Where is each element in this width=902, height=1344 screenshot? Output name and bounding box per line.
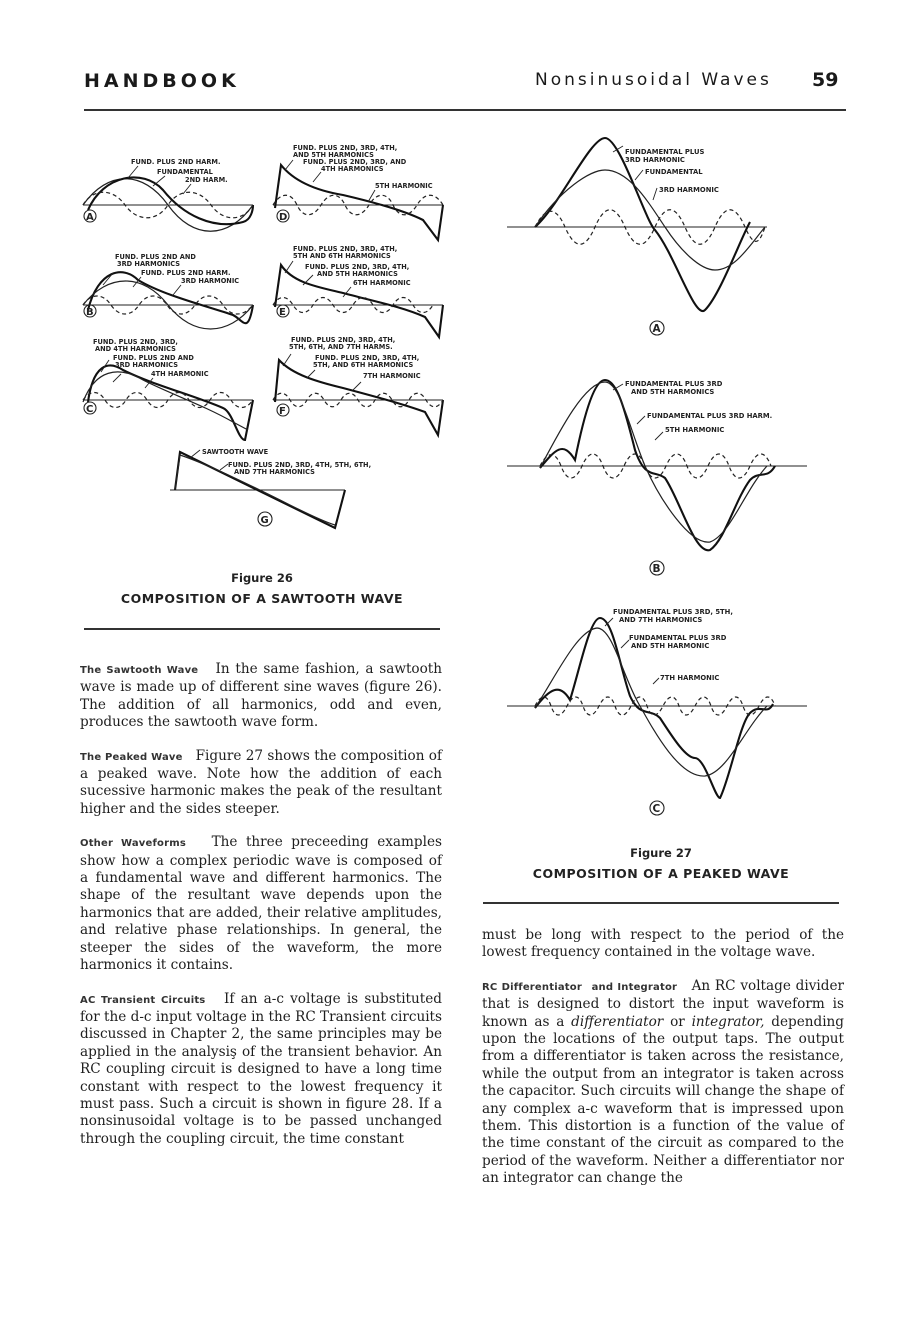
fig27-a-label-1: FUNDAMENTAL PLUS	[625, 148, 705, 156]
fig26-e-label-2: FUND. PLUS 2ND, 3RD, 4TH,	[305, 263, 410, 271]
figure-26-rule	[84, 628, 440, 630]
text-rc-pre: An RC voltage divider that is designed to distort the input waveform is known as a	[482, 977, 844, 1030]
paragraph-sawtooth	[80, 661, 442, 732]
fig26-b-label-3: 3RD HARMONIC	[181, 277, 240, 285]
term-integrator: integrator,	[691, 1013, 765, 1030]
paragraph-ac	[80, 991, 442, 1149]
fig26-e-label-1: FUND. PLUS 2ND, 3RD, 4TH,	[293, 245, 398, 253]
fig26-b-label-1: FUND. PLUS 2ND AND	[115, 253, 196, 261]
fig27-c-label-2: FUNDAMENTAL PLUS 3RD	[629, 634, 727, 642]
text-rc-post: depending upon the locations of the output taps. The output from a differentiator is taken across the resistance, while the output from an integrator is taken across the capacitor. Such circuits will change the shape of any complex a-c waveform that is impressed upon them. This distortion is a function of the value of the time constant of the circuit as compared to the period of the waveform. Neither a differentiator nor an integrator can change the	[482, 1013, 845, 1187]
paragraph-other	[80, 834, 442, 974]
fig26-d-label-2: FUND. PLUS 2ND, 3RD, AND	[303, 158, 407, 166]
fig26-panel-d	[273, 144, 443, 240]
fig27-c-letter: C	[652, 803, 661, 815]
paragraph-rc	[482, 978, 844, 1188]
fig26-c-label-1: FUND. PLUS 2ND, 3RD,	[93, 338, 178, 346]
fig26-panel-a	[83, 158, 253, 231]
fig26-g-label-1: SAWTOOTH WAVE	[202, 448, 269, 456]
fig26-d-letter: D	[279, 212, 288, 223]
figure-26-caption	[84, 571, 440, 606]
figure-27-rule	[483, 902, 839, 904]
side-heading-rc-1: RC Differentiator	[482, 981, 582, 993]
fig27-panel-a	[507, 138, 767, 335]
side-heading-other: Other Waveforms	[80, 838, 187, 850]
fig26-panel-f	[273, 336, 443, 435]
fig26-panel-g	[170, 448, 371, 528]
fig26-g-letter: G	[260, 515, 269, 526]
fig27-a-label-3: 3RD HARMONIC	[659, 186, 719, 194]
header-rule	[84, 109, 846, 111]
fig26-f-label-2: FUND. PLUS 2ND, 3RD, 4TH,	[315, 354, 420, 362]
figure-27-title: COMPOSITION OF A PEAKED WAVE	[532, 866, 790, 881]
paragraph-continuation: must be long with respect to the period of the lowest frequency contained in the voltage wave.	[482, 927, 844, 961]
term-differentiator: differentiator	[571, 1013, 664, 1030]
fig26-g-label-2: FUND. PLUS 2ND, 3RD, 4TH, 5TH, 6TH,	[228, 461, 372, 469]
fig27-b-label-1: FUNDAMENTAL PLUS 3RD	[625, 380, 723, 388]
fig26-f-label-3: 7TH HARMONIC	[363, 372, 421, 380]
right-column	[482, 927, 844, 1204]
fig27-panel-c	[507, 608, 807, 815]
fig27-panel-b	[507, 380, 807, 575]
fig27-a-label-1b: 3RD HARMONIC	[625, 156, 685, 164]
fig26-e-letter: E	[279, 307, 286, 318]
fig26-c-label-3: 4TH HARMONIC	[151, 370, 209, 378]
fig27-b-label-3: 5TH HARMONIC	[665, 426, 725, 434]
fig27-b-label-2: FUNDAMENTAL PLUS 3RD HARM.	[647, 412, 773, 420]
figure-27-drawing	[505, 130, 825, 860]
fig26-e-label-3: 6TH HARMONIC	[353, 279, 411, 287]
left-column	[80, 661, 442, 1164]
figure-27-label: Figure 27	[630, 846, 692, 860]
text-ac: If an a-c voltage is substituted for the d-c input voltage in the RC Transient circuits discussed in Chapter 2, the same principles may be applied in the analysiş of the transient behavior. An RC coupling circuit is designed to have a long time constant with respect to the lowest frequency it must pass. Such a circuit is shown in figure 28. If a nonsinusoidal voltage is to be passed unchanged through the coupling circuit, the time constant	[80, 990, 442, 1147]
fig26-d-label-3: 5TH HARMONIC	[375, 182, 433, 190]
fig27-b-label-1b: AND 5TH HARMONICS	[631, 388, 715, 396]
figure-26-drawing	[75, 130, 455, 550]
fig27-a-label-2: FUNDAMENTAL	[645, 168, 703, 176]
fig26-f-label-1b: 5TH, 6TH, AND 7TH HARMS.	[289, 343, 393, 351]
fig26-c-label-1b: AND 4TH HARMONICS	[95, 345, 176, 353]
text-other: The three preceeding examples show how a complex periodic wave is composed of a fundamental wave and different harmonics. The shape of the resultant wave depends upon the harmonics that are added, their relative amplitudes, and relative phase relationships. In general, the steeper the sides of the waveform, the more harmonics it contains.	[80, 834, 442, 974]
running-header-left: HANDBOOK	[84, 70, 240, 92]
fig26-f-label-1: FUND. PLUS 2ND, 3RD, 4TH,	[291, 336, 396, 344]
fig26-a-label-1: FUND. PLUS 2ND HARM.	[131, 158, 221, 166]
fig26-a-label-3: 2ND HARM.	[185, 176, 228, 184]
fig27-c-label-2b: AND 5TH HARMONIC	[631, 642, 710, 650]
fig26-b-label-1b: 3RD HARMONICS	[117, 260, 180, 268]
running-header-title: Nonsinusoidal Waves	[535, 70, 772, 90]
fig26-f-label-2b: 5TH, AND 6TH HARMONICS	[313, 361, 414, 369]
fig26-c-label-2b: 3RD HARMONICS	[115, 361, 178, 369]
side-heading-sawtooth: The Sawtooth Wave	[80, 665, 199, 676]
side-heading-rc-2: and Integrator	[591, 981, 678, 993]
fig26-f-letter: F	[279, 406, 286, 417]
fig27-b-letter: B	[652, 563, 661, 575]
side-heading-peaked: The Peaked Wave	[80, 751, 183, 763]
fig26-c-letter: C	[86, 404, 94, 415]
fig26-e-label-1b: 5TH AND 6TH HARMONICS	[293, 252, 391, 260]
fig26-a-label-2: FUNDAMENTAL	[157, 168, 213, 176]
fig27-a-letter: A	[652, 323, 661, 335]
fig27-c-label-1: FUNDAMENTAL PLUS 3RD, 5TH,	[613, 608, 733, 616]
side-heading-ac: AC Transient Circuits	[80, 994, 206, 1006]
fig26-d-label-1: FUND. PLUS 2ND, 3RD, 4TH,	[293, 144, 398, 152]
fig26-e-label-2b: AND 5TH HARMONICS	[317, 270, 398, 278]
fig26-panel-b	[83, 253, 253, 329]
fig26-d-label-2b: 4TH HARMONICS	[321, 165, 384, 173]
fig26-b-label-2: FUND. PLUS 2ND HARM.	[141, 269, 231, 277]
fig27-c-label-1b: AND 7TH HARMONICS	[619, 616, 703, 624]
fig26-panel-e	[273, 245, 443, 337]
figure-26-label: Figure 26	[231, 571, 293, 585]
fig26-a-letter: A	[86, 212, 94, 223]
fig26-d-label-1b: AND 5TH HARMONICS	[293, 151, 374, 159]
fig26-panel-c	[83, 338, 253, 440]
text-peaked: Figure 27 shows the composition of a peaked wave. Note how the addition of each sucessive harmonic makes the peak of the resultant higher and the sides steeper.	[80, 747, 442, 817]
text-rc-mid: or	[663, 1013, 692, 1030]
paragraph-peaked	[80, 748, 442, 819]
text-sawtooth: In the same fashion, a sawtooth wave is made up of different sine waves (figure 26). The addition of all harmonics, odd and even, produces the sawtooth wave form.	[80, 661, 443, 731]
fig27-c-label-3: 7TH HARMONIC	[660, 674, 720, 682]
page-number: 59	[812, 69, 839, 91]
fig26-c-label-2: FUND. PLUS 2ND AND	[113, 354, 194, 362]
figure-27-caption	[483, 846, 839, 881]
fig26-g-label-2b: AND 7TH HARMONICS	[234, 468, 315, 476]
fig26-b-letter: B	[86, 307, 94, 318]
figure-26-title: COMPOSITION OF A SAWTOOTH WAVE	[120, 591, 404, 606]
